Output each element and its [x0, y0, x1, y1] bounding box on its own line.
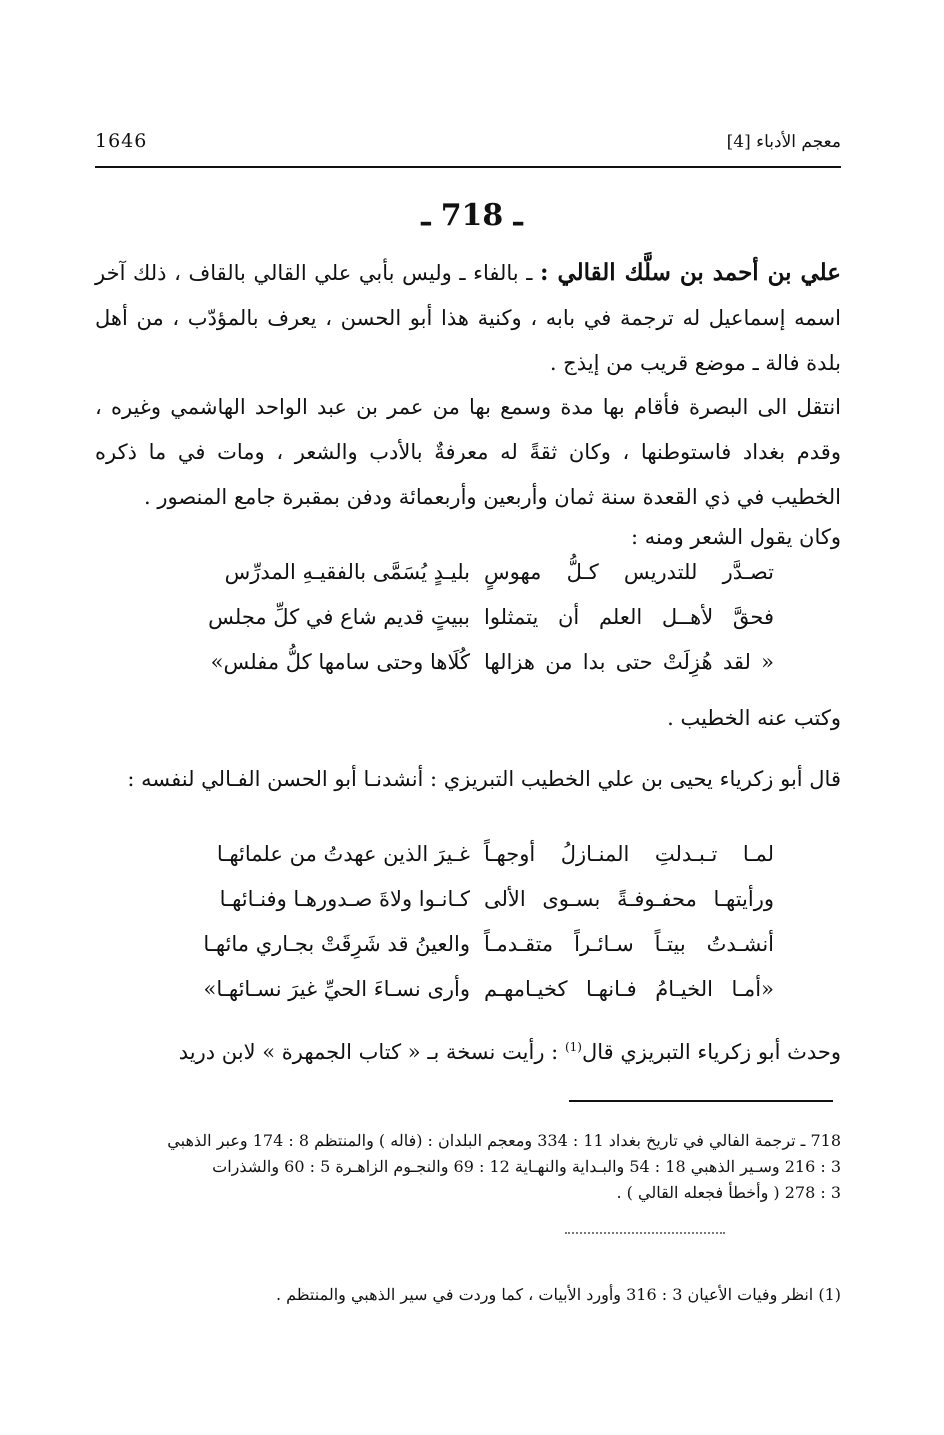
verse: [150, 650, 774, 695]
verse-second-hemistich: غـيرَ الذين عهدتُ من علمائهـا: [216, 842, 470, 866]
entry-intro-text: ـ بالفاء ـ وليس بأبي علي القالي بالقاف ، ذلك آخر اسمه إسماعيل له ترجمة في بابه ، وكنية هذا أبو الحسن ، يعرف بالمؤدّب ، من أهل بلدة فالة ـ موضع قريب من إيذج .: [95, 261, 841, 375]
verse-second-hemistich: كُلَاها وحتى سامها كلُّ مفلس»: [210, 650, 470, 674]
jamhara-paragraph: [95, 1037, 841, 1067]
verse-second-hemistich: ببيتٍ قديم شاع في كلِّ مجلس: [208, 605, 470, 629]
entry-number: ـ 718 ـ: [421, 198, 523, 233]
sources-line: 3 : 278 ( وأخطأ فجعله القالي ) .: [616, 1183, 841, 1202]
verse-first-hemistich: فحقَّ لأهــل العلم أن يتمثلوا: [484, 605, 774, 629]
verse: [150, 932, 774, 977]
verse-second-hemistich: بليـدٍ يُسَمَّى بالفقيـهِ المدرِّس: [224, 560, 470, 584]
biography-text: انتقل الى البصرة فأقام بها مدة وسمع بها من عمر بن عبد الواحد الهاشمي وغيره ، وقدم بغداد فاستوطنها ، وكان ثقةً له معرفةٌ بالأدب والشعر ، ومات في ما ذكره الخطيب في ذي القعدة سنة ثمان وأربعين وأربعمائة ودفن بمقبرة جامع المنصور .: [95, 395, 841, 509]
sources-note: [95, 1128, 841, 1206]
khatib-note-text: وكتب عنه الخطيب .: [667, 706, 841, 730]
sources-line: 718 ـ ترجمة الفالي في تاريخ بغداد 11 : 334 ومعجم البلدان : (فاله ) والمنتظم 8 : 174 وعبر الذهبي: [167, 1131, 841, 1150]
poem-first: [150, 560, 774, 695]
footnote-marker: (1): [564, 1040, 582, 1054]
footnote-text: (1) انظر وفيات الأعيان 3 : 316 وأورد الأبيات ، كما وردت في سير الذهبي والمنتظم .: [275, 1285, 841, 1304]
jamhara-text-start: وحدث أبو زكرياء التبريزي قال: [581, 1040, 841, 1064]
verse-first-hemistich: « لقد هُزِلَتْ حتى بدا من هزالها: [484, 650, 774, 674]
poem-second: [150, 842, 774, 1022]
entry-opening-paragraph: [95, 250, 841, 386]
entry-name: علي بن أحمد بن سلَّك القالي :: [540, 259, 841, 286]
running-head-title: معجم الأدباء [4]: [726, 132, 841, 152]
poem-intro: [95, 522, 841, 552]
footnote-rule: [569, 1100, 833, 1102]
verse-second-hemistich: والعينُ قد شَرِقَتْ بجـاري مائهـا: [203, 932, 470, 956]
verse: [150, 842, 774, 887]
verse-first-hemistich: «أمـا الخيـامُ فـانهـا كخيـامهـم: [484, 977, 774, 1001]
recitation-paragraph: [95, 757, 841, 802]
poem-intro-text: وكان يقول الشعر ومنه :: [631, 525, 841, 549]
verse: [150, 560, 774, 605]
verse-first-hemistich: تصـدَّر للتدريس كـلُّ مهوسٍ: [484, 560, 774, 584]
verse-second-hemistich: كـانـوا ولاةَ صـدورهـا وفنـائهـا: [219, 887, 470, 911]
verse-first-hemistich: لمـا تـبـدلتِ المنـازلُ أوجهـاً: [484, 842, 774, 866]
verse: [150, 887, 774, 932]
verse-second-hemistich: وأرى نسـاءَ الحيِّ غيرَ نسـائهـا»: [203, 977, 470, 1001]
footnote: [95, 1282, 841, 1308]
jamhara-text-end: : رأيت نسخة بـ « كتاب الجمهرة » لابن دريد: [178, 1040, 565, 1064]
sources-line: 3 : 216 وسـير الذهبي 18 : 54 والبـداية والنهـاية 12 : 69 والنجـوم الزاهـرة 5 : 60 والشذرات: [212, 1157, 841, 1176]
header-rule: [95, 166, 841, 168]
page-number: 1646: [95, 130, 148, 152]
dotted-separator: [565, 1232, 725, 1234]
running-head: [95, 130, 841, 164]
verse-first-hemistich: أنشـدتُ بيتـاً سـائـراً متقـدمـاً: [484, 932, 774, 956]
verse: [150, 977, 774, 1022]
verse-first-hemistich: ورأيتهـا محفـوفـةً بسـوى الألى: [484, 887, 774, 911]
recitation-text: قال أبو زكرياء يحيى بن علي الخطيب التبريزي : أنشدنـا أبو الحسن الفـالي لنفسه :: [127, 767, 841, 791]
khatib-note: [95, 703, 841, 733]
verse: [150, 605, 774, 650]
biography-paragraph: [95, 385, 841, 520]
